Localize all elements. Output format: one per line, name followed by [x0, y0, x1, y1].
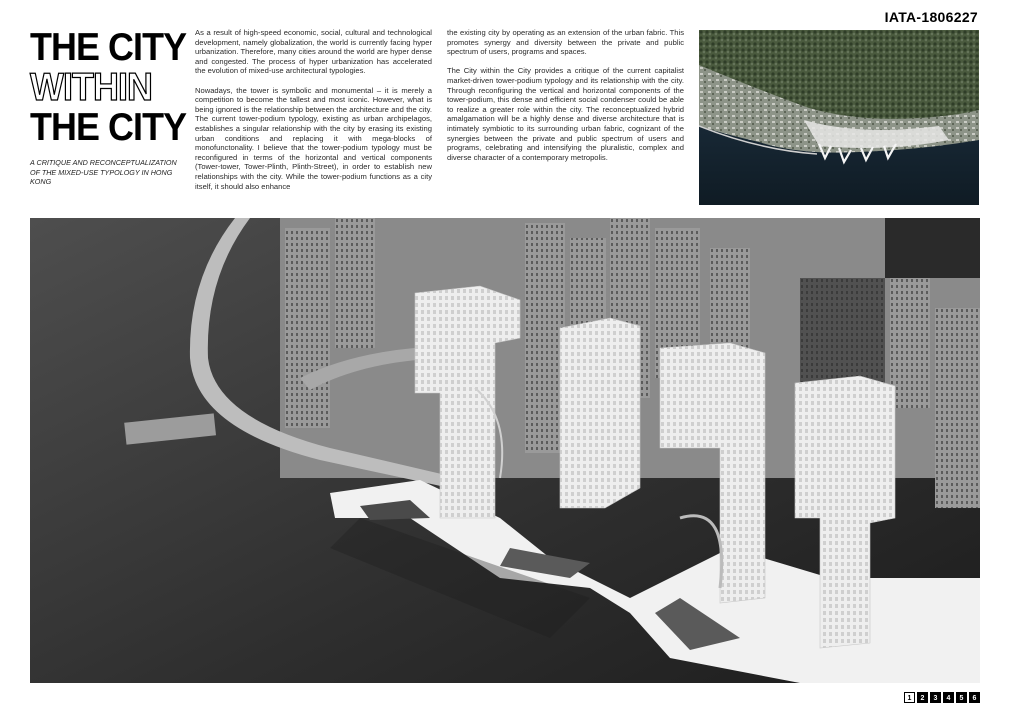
text-column-2 — [447, 28, 684, 172]
board-id: IATA-1806227 — [884, 9, 978, 25]
page-3-button[interactable]: 3 — [930, 692, 941, 703]
paragraph: As a result of high-speed economic, social, cultural and technological development, namely globalization, the world is currently facing hyper urbanization. Therefore, many cities around the world are hyper dense and congested. The process of hyper urbanization has accelerated the evolution of mixed-use architectural typologies. — [195, 28, 432, 76]
text-column-1 — [195, 28, 432, 201]
page-title — [30, 26, 187, 149]
aerial-site-photo — [699, 30, 979, 205]
page-4-button[interactable]: 4 — [943, 692, 954, 703]
title-line-2: WITHIN — [30, 66, 153, 109]
subtitle: A CRITIQUE AND RECONCEPTUALIZATION OF THE MIXED-USE TYPOLOGY IN HONG KONG — [30, 158, 177, 186]
title-line-3: THE CITY — [30, 106, 187, 149]
page-6-button[interactable]: 6 — [969, 692, 980, 703]
render-illustration — [30, 218, 980, 683]
paragraph: Nowadays, the tower is symbolic and monumental – it is merely a competition to become the tallest and most iconic. However, what is being ignored is the relationship between the architecture and the city. The current tower-podium typology, existing as urban archipelagos, establishes a singular relationship with the city by erasing its existing urban conditions and replacing it with mega-blocks of monofunctonality. I believe that the tower-podium typology must be reconfigured in terms of the horizontal and vertical components (Tower-tower, Tower-Plinth, Plinth-Street), in order to establish new relationships with the city. While the tower-podium functions as a city itself, it should also enhance — [195, 85, 432, 191]
paragraph: The City within the City provides a critique of the current capitalist market-driven tower-podium typology and its relationship with the city. Through reconfiguring the vertical and horizontal components of the tower-podium, this dense and efficient social condenser could be able to realize a greater role within the city. The reconceptualized hybrid amalgamation will be a highly dense and diverse architecture that is intimately symbiotic to its surrounding urban fabric, cognizant of the synergies between the private and public spectrum of users and programs, celebrating and intensifying the pluralistic, complex and diverse character of a contemporary metropolis. — [447, 66, 684, 162]
page-5-button[interactable]: 5 — [956, 692, 967, 703]
aerial-photo-illustration — [699, 30, 979, 205]
title-line-1: THE CITY — [30, 26, 187, 69]
page-navigator — [904, 692, 980, 703]
paragraph: the existing city by operating as an extension of the urban fabric. This promotes synergy and diversity between the private and public spectrum of users, programs and spaces. — [447, 28, 684, 57]
page-1-button[interactable]: 1 — [904, 692, 915, 703]
page-2-button[interactable]: 2 — [917, 692, 928, 703]
main-render-image — [30, 218, 980, 683]
